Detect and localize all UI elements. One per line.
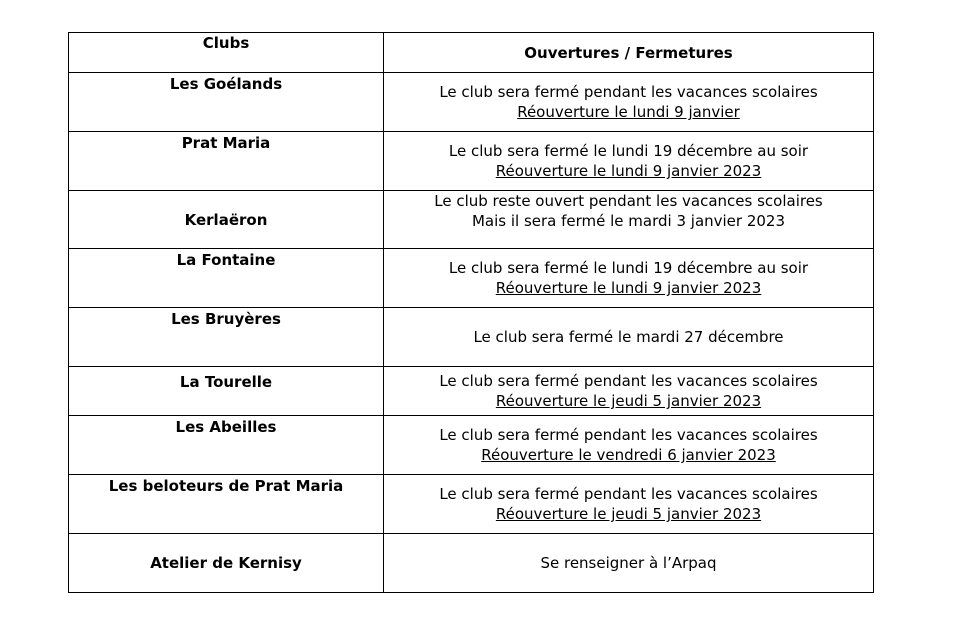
status-line: Le club sera fermé pendant les vacances scolaires (439, 426, 818, 444)
status-cell (384, 73, 874, 132)
table-row (69, 367, 874, 416)
status-line: Le club reste ouvert pendant les vacances scolaires (434, 192, 823, 210)
club-name: Les Goélands (69, 73, 384, 132)
table-row (69, 416, 874, 475)
table-row (69, 249, 874, 308)
status-line: Se renseigner à l’Arpaq (540, 554, 717, 572)
status-line: Le club sera fermé le lundi 19 décembre au soir (448, 259, 809, 277)
clubs-column-header: Clubs (69, 33, 384, 73)
status-cell (384, 367, 874, 416)
table-header-row (69, 33, 874, 73)
table-row (69, 132, 874, 191)
table-row (69, 73, 874, 132)
reopening-line: Réouverture le lundi 9 janvier 2023 (495, 162, 762, 180)
status-cell (384, 416, 874, 475)
table-row (69, 308, 874, 367)
status-cell (384, 534, 874, 593)
status-column-header: Ouvertures / Fermetures (384, 33, 874, 73)
club-name: La Fontaine (69, 249, 384, 308)
table-row (69, 534, 874, 593)
reopening-line: Réouverture le lundi 9 janvier (517, 103, 740, 121)
status-line: Le club sera fermé le mardi 27 décembre (473, 328, 784, 346)
status-line: Le club sera fermé pendant les vacances scolaires (439, 372, 818, 390)
status-cell (384, 191, 874, 249)
status-line: Le club sera fermé le lundi 19 décembre au soir (448, 142, 809, 160)
status-line: Le club sera fermé pendant les vacances scolaires (439, 485, 818, 503)
reopening-line: Réouverture le jeudi 5 janvier 2023 (495, 392, 762, 410)
status-cell (384, 308, 874, 367)
club-name: Kerlaëron (69, 191, 384, 249)
club-name: La Tourelle (69, 367, 384, 416)
status-line-secondary: Mais il sera fermé le mardi 3 janvier 2023 (471, 212, 786, 230)
status-cell (384, 475, 874, 534)
table-row (69, 191, 874, 249)
club-name: Les beloteurs de Prat Maria (69, 475, 384, 534)
status-line: Le club sera fermé pendant les vacances scolaires (439, 83, 818, 101)
club-name: Les Abeilles (69, 416, 384, 475)
club-name: Les Bruyères (69, 308, 384, 367)
club-name: Prat Maria (69, 132, 384, 191)
status-cell (384, 132, 874, 191)
club-name: Atelier de Kernisy (69, 534, 384, 593)
clubs-schedule-table (68, 32, 874, 593)
status-cell (384, 249, 874, 308)
table-row (69, 475, 874, 534)
reopening-line: Réouverture le vendredi 6 janvier 2023 (481, 446, 776, 464)
reopening-line: Réouverture le jeudi 5 janvier 2023 (495, 505, 762, 523)
reopening-line: Réouverture le lundi 9 janvier 2023 (495, 279, 762, 297)
